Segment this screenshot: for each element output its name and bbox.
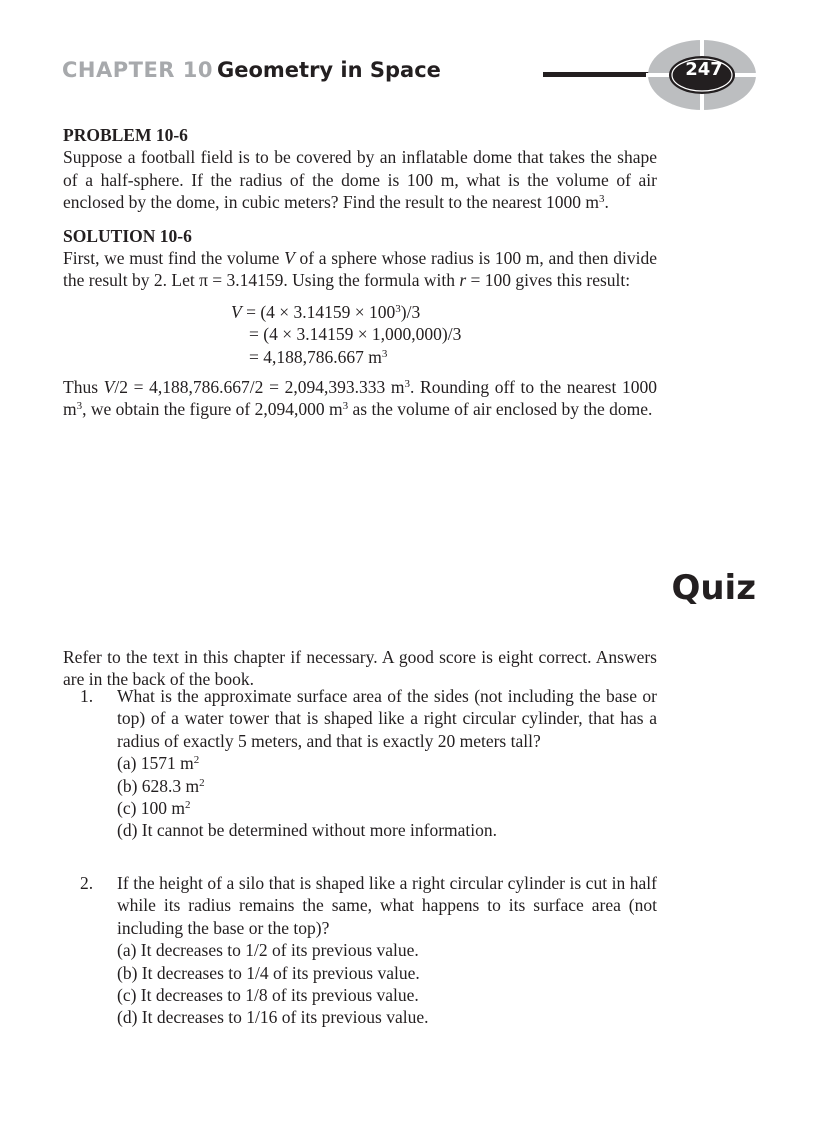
answer-option-b: (b) It decreases to 1/4 of its previous value.: [117, 962, 420, 983]
equation-line-2: = (4 × 3.14159 × 1,000,000)/3: [249, 324, 462, 345]
quiz-title: Quiz: [671, 568, 756, 608]
answer-option-c: (c) 100 $m^2$: [117, 798, 191, 819]
question-number: 1.: [80, 686, 94, 706]
equation-line-1: $V = (4 \times 3.14159 \times 100^3)/3$: [231, 301, 421, 322]
answer-option-a: (a) It decreases to 1/2 of its previous value.: [117, 940, 419, 961]
answer-option-d: (d) It cannot be determined without more information.: [117, 820, 498, 841]
answer-option-a: (a) 1571 $m^2$: [117, 753, 200, 774]
question-number: 2.: [80, 873, 94, 893]
equation-block: [231, 301, 657, 368]
problem-heading: PROBLEM 10-6: [63, 125, 188, 145]
quiz-question-2: [63, 872, 657, 1029]
solution-text: First, we must find the volume V of a sphere whose radius is 100 m, and then divide the result by 2. Let π = 3.14159. Using the formula with r = 100 gives this result:: [63, 248, 657, 291]
equation-line-3: = 4,188,786.667 $m^3$: [249, 346, 388, 367]
problem-text: Suppose a football field is to be covered by an inflatable dome that takes the shape of a half-sphere. If the radius of the dome is 100 m, what is the volume of air enclosed by the dome, in cubic meters? Find the result to the nearest 1000 $m^3$.: [63, 147, 657, 213]
page-header: [0, 0, 816, 120]
chapter-label: CHAPTER 10: [62, 58, 214, 82]
answer-option-b: (b) 628.3 $m^2$: [117, 775, 205, 796]
question-text: If the height of a silo that is shaped like a right circular cylinder is cut in half while its radius remains the same, what happens to its surface area (not including the base or the top)?: [117, 873, 657, 938]
quiz-intro: Refer to the text in this chapter if necessary. A good score is eight correct. Answers are in the back of the book.: [63, 646, 657, 689]
solution-heading: SOLUTION 10-6: [63, 225, 192, 246]
question-text: What is the approximate surface area of the sides (not including the base or top) of a water tower that is shaped like a right circular cylinder, that has a radius of exactly 5 meters, and that is exactly 20 meters tall?: [117, 686, 657, 751]
chapter-title: Geometry in Space: [217, 58, 441, 82]
quiz-question-1: [63, 685, 657, 842]
answer-option-d: (d) It decreases to 1/16 of its previous value.: [117, 1007, 429, 1028]
solution-conclusion: Thus V/2 = 4,188,786.667/2 = 2,094,393.333 $m^3$. Rounding off to the nearest 1000 $m^3$, we obtain the figure of 2,094,000 $m^3$ as the volume of air enclosed by the dome.: [63, 377, 658, 420]
problem-solution-section: [63, 124, 657, 421]
answer-option-c: (c) It decreases to 1/8 of its previous value.: [117, 985, 419, 1006]
page-number: 247: [685, 59, 723, 80]
